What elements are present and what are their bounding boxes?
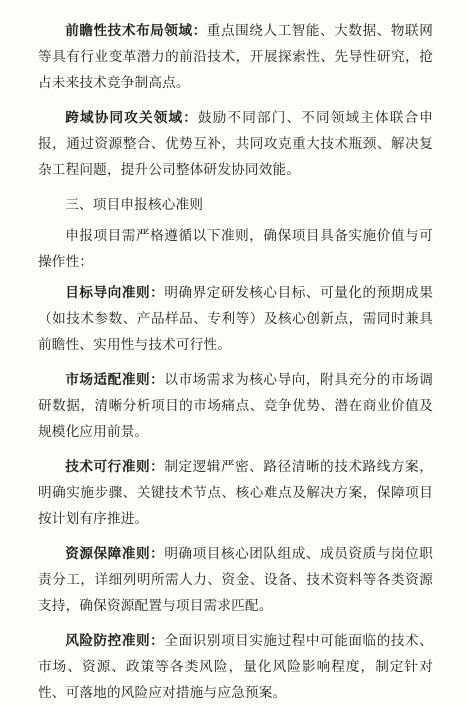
paragraph-term: 跨域协同攻关领域： (65, 110, 198, 126)
paragraph-text: 重点围绕人工智能、大数据、物联网等具有行业变革潜力的前沿技术，开展探索性、先导性研究，抢占未来技术竞争制高点。 (38, 23, 433, 91)
criterion-resource-guarantee (38, 541, 433, 619)
paragraph-frontier-field (38, 18, 433, 96)
criterion-goal-oriented (38, 280, 433, 358)
paragraph-text: 鼓励不同部门、不同领域主体联合申报，通过资源整合、优势互补，共同攻克重大技术瓶颈、解决复杂工程问题，提升公司整体研发协同效能。 (38, 110, 433, 178)
criterion-term: 市场适配准则： (65, 372, 165, 388)
section-heading: 三、项目申报核心准则 (65, 197, 204, 213)
criterion-technical-feasibility (38, 454, 433, 532)
criterion-term: 技术可行准则： (65, 459, 165, 475)
criterion-text: 制定逻辑严密、路径清晰的技术路线方案，明确实施步骤、关键技术节点、核心难点及解决方案，保障项目按计划有序推进。 (38, 459, 433, 527)
section-intro: 申报项目需严格遵循以下准则，确保项目具备实施价值与可操作性： (38, 228, 433, 270)
criterion-term: 目标导向准则： (65, 285, 165, 301)
criterion-text: 明确界定研发核心目标、可量化的预期成果（如技术参数、产品样品、专利等）及核心创新点，需同时兼具前瞻性、实用性与技术可行性。 (38, 285, 433, 353)
paragraph-cross-domain-field (38, 105, 433, 183)
criterion-text: 全面识别项目实施过程中可能面临的技术、市场、资源、政策等各类风险，量化风险影响程度，制定针对性、可落地的风险应对措施与应急预案。 (38, 633, 433, 701)
criterion-risk-control (38, 628, 433, 706)
criterion-term: 资源保障准则： (65, 546, 165, 562)
criterion-text: 明确项目核心团队组成、成员资质与岗位职责分工，详细列明所需人力、资金、设备、技术资料等各类资源支持，确保资源配置与项目需求匹配。 (38, 546, 433, 614)
paragraph-term: 前瞻性技术布局领域： (65, 23, 207, 39)
criterion-text: 以市场需求为核心导向，附具充分的市场调研数据，清晰分析项目的市场痛点、竞争优势、潜在商业价值及规模化应用前景。 (38, 372, 433, 440)
criterion-term: 风险防控准则： (65, 633, 165, 649)
criterion-market-fit (38, 367, 433, 445)
